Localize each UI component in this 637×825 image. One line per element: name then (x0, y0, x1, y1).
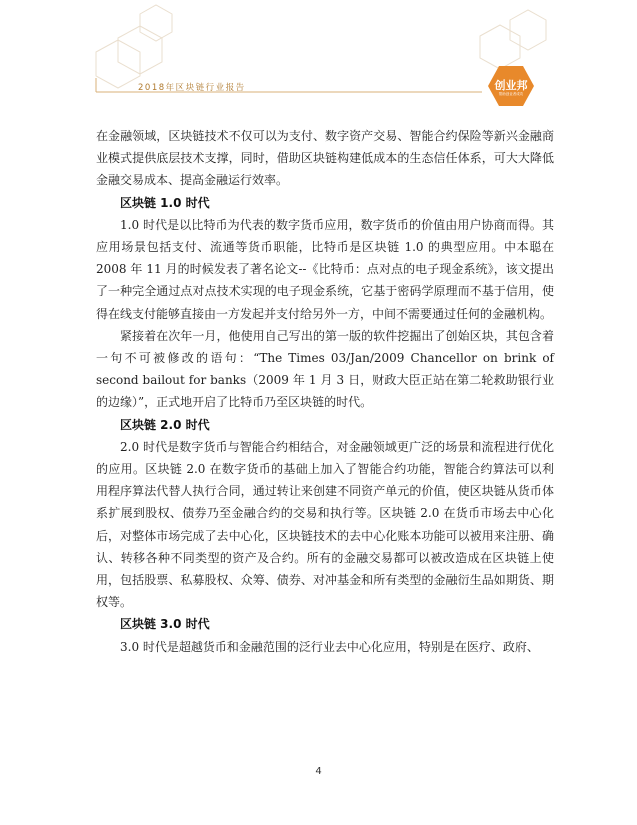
paragraph-1-0-overview: 1.0 时代是以比特币为代表的数字货币应用，数字货币的价值由用户协商而得。其应用场景包括支付、流通等货币职能，比特币是区块链 1.0 的典型应用。中本聪在 2008 年 11 月的时候发表了著名论文--《比特币：点对点的电子现金系统》，该文提出了一种完全通过点对点技术实现的电子现金系统，它基于密码学原理而不基于信用，使得在线支付能够直接由一方发起并支付给另外一方，中间不需要通过任何的金融机构。 (96, 217, 554, 321)
section-heading-1-0: 区块链 1.0 时代 (120, 195, 210, 210)
paragraph-genesis-block: 紧接着在次年一月，他使用自己写出的第一版的软件挖掘出了创始区块，其包含着一句不可被修改的语句：“The Times 03/Jan/2009 Chancellor on brink of second bailout for banks（2009 年 1 月 3 日，财政大臣正站在第二轮救助银行业的边缘）”，正式地开启了比特币乃至区块链的时代。 (96, 328, 554, 410)
brand-tagline: 帮助创业者成功 (498, 92, 524, 96)
paragraph-3-0-overview: 3.0 时代是超越货币和金融范围的泛行业去中心化应用，特别是在医疗、政府、 (120, 639, 539, 654)
paragraph-2-0-overview: 2.0 时代是数字货币与智能合约相结合，对金融领域更广泛的场景和流程进行优化的应用。区块链 2.0 在数字货币的基础上加入了智能合约功能，智能合约算法可以利用程序算法代替人执行合同，通过转让来创建不同资产单元的价值，使区块链从货币体系扩展到股权、债券乃至金融合约的交易和执行等。区块链 2.0 在货币市场去中心化后，对整体市场完成了去中心化，区块链技术的去中心化账本功能可以被用来注册、确认、转移各种不同类型的资产及合约。所有的金融交易都可以被改造成在区块链上使用，包括股票、私募股权、众筹、债券、对冲基金和所有类型的金融衍生品如期货、期权等。 (96, 439, 554, 610)
section-heading-3-0: 区块链 3.0 时代 (120, 617, 210, 632)
brand-name: 创业邦 (494, 79, 528, 92)
report-header-title: 2018年区块链行业报告 (138, 83, 246, 93)
page-number: 4 (315, 766, 322, 777)
paragraph-intro: 在金融领域，区块链技术不仅可以为支付、数字资产交易、智能合约保险等新兴金融商业模式提供底层技术支撑，同时，借助区块链构建低成本的生态信任体系，可大大降低金融交易成本、提高金融运行效率。 (96, 129, 554, 188)
hexagon-decoration-icon (0, 0, 637, 110)
document-body (96, 125, 554, 658)
section-heading-2-0: 区块链 2.0 时代 (120, 417, 210, 432)
